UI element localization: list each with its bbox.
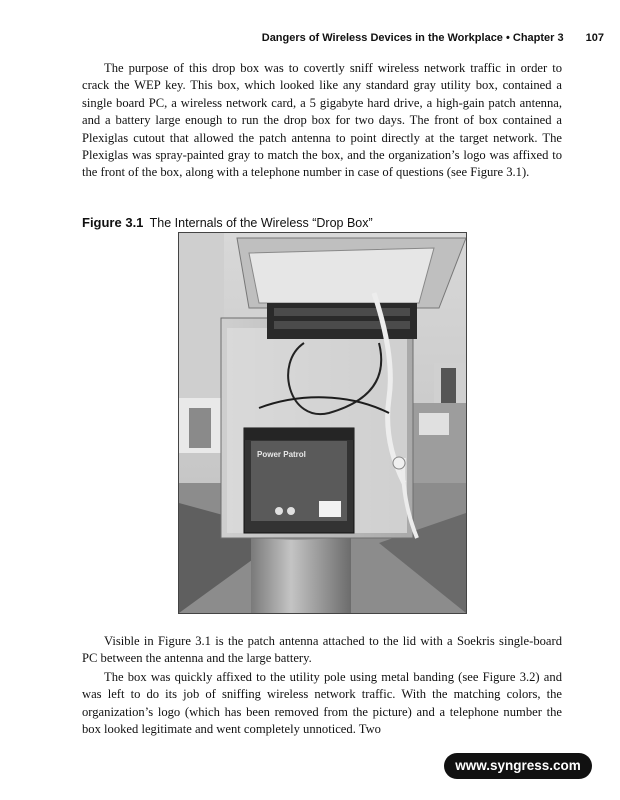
body-paragraph-2: Visible in Figure 3.1 is the patch antenna attached to the lid with a Soekris single-board PC between the antenna and the large battery. <box>82 634 562 666</box>
figure-photo <box>178 232 467 614</box>
body-paragraph-3: The box was quickly affixed to the utility pole using metal banding (see Figure 3.2) and was left to do its job of sniffing wireless network traffic. With the matching colors, the organization’s logo (which has been removed from the picture) and a telephone number the box looked legitimate and went completely unnoticed. Two <box>82 670 562 737</box>
figure-caption <box>82 215 373 230</box>
running-title: Dangers of Wireless Devices in the Workplace • Chapter 3 <box>261 32 564 44</box>
figure-title: The Internals of the Wireless “Drop Box” <box>149 216 373 230</box>
page-number: 107 <box>585 32 604 44</box>
footer-url-badge[interactable]: www.syngress.com <box>444 753 592 779</box>
drop-box-photo <box>179 233 466 613</box>
figure-number: Figure 3.1 <box>82 215 144 230</box>
running-header <box>262 32 604 44</box>
battery-label: Power Patrol <box>257 450 306 459</box>
body-paragraph-1: The purpose of this drop box was to covertly sniff wireless network traffic in order to crack the WEP key. This box, which looked like any standard gray utility box, contained a single board PC, a wireless network card, a 5 gigabyte hard drive, a high-gain patch antenna, and a battery large enough to run the drop box for two days. The front of box contained a Plexiglas cutout that allowed the patch antenna to point directly at the target network. The Plexiglas was spray-painted gray to match the box, and the organization’s logo was affixed to the front of the box, along with a telephone number in case of questions (see Figure 3.1). <box>82 61 562 180</box>
